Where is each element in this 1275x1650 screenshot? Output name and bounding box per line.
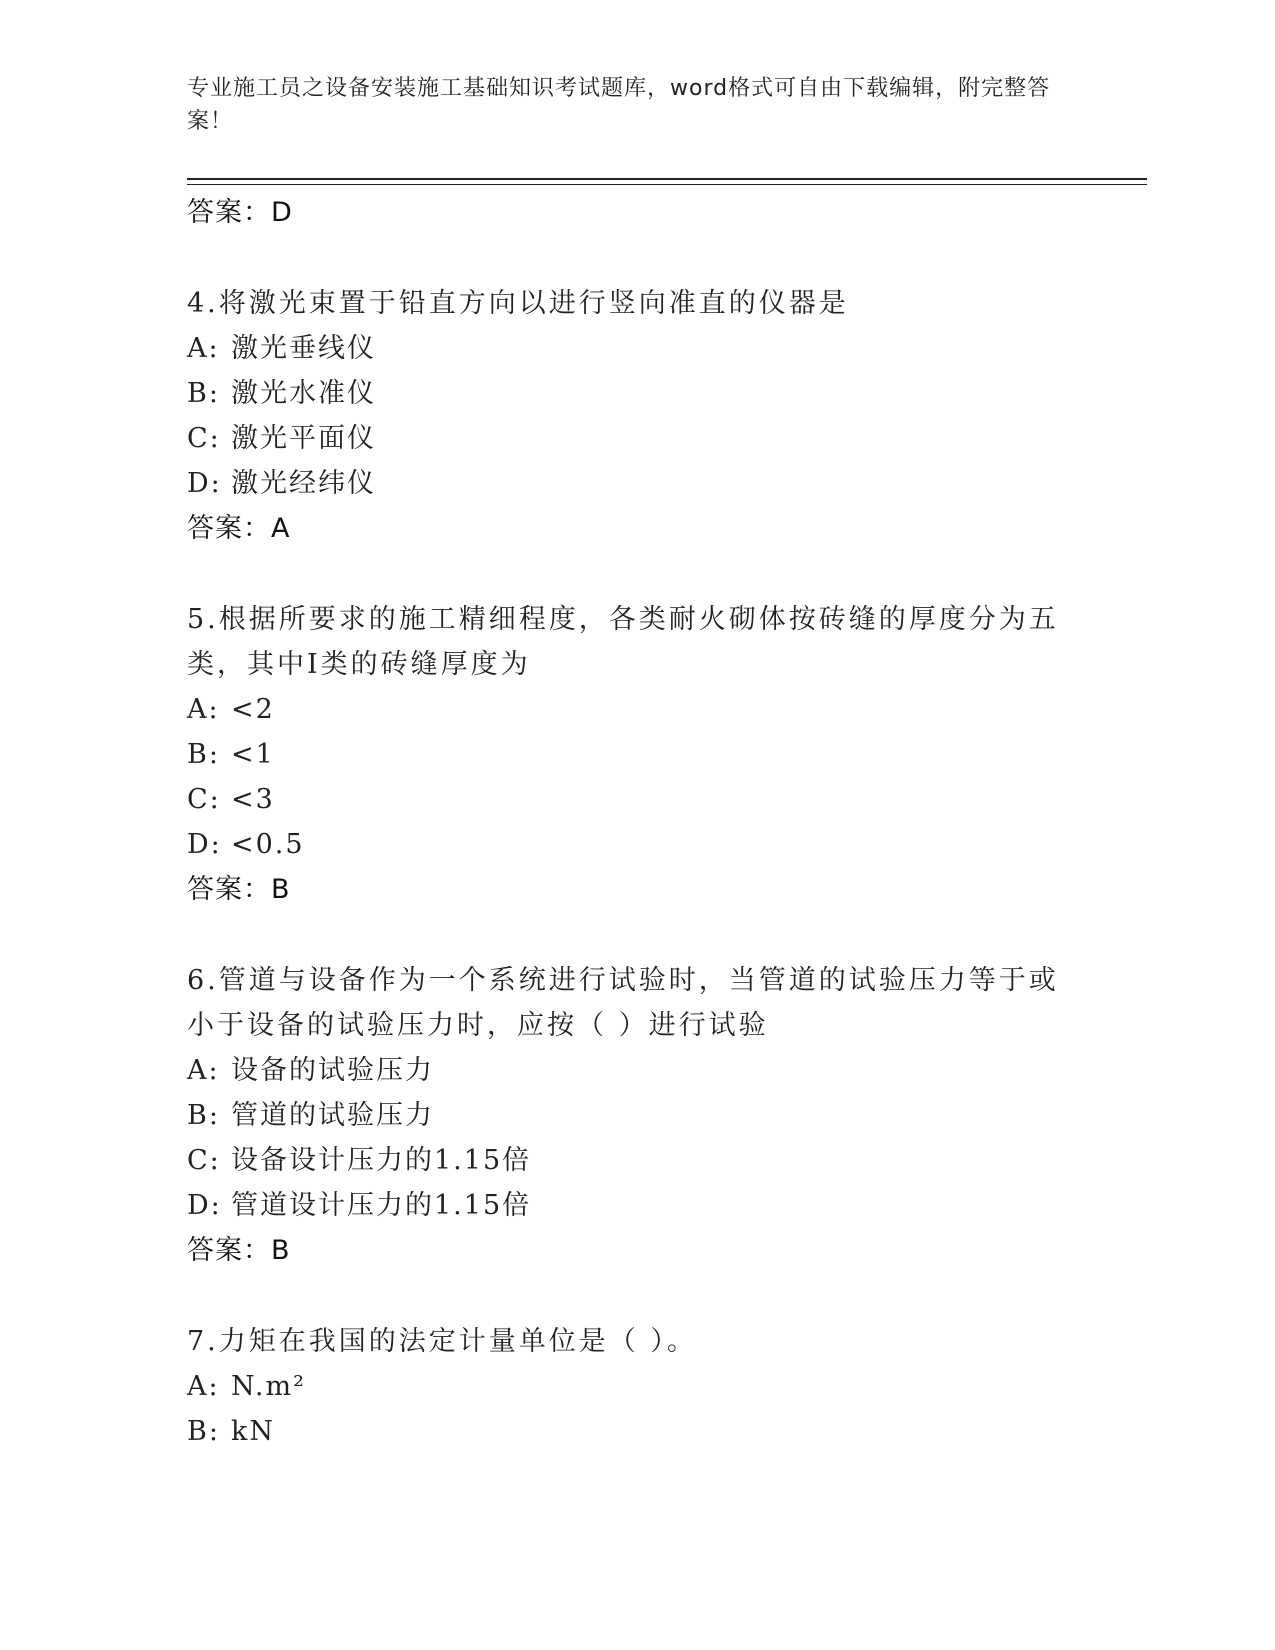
option-d <box>187 822 1087 867</box>
option-text: <3 <box>231 784 275 815</box>
option-key: B: <box>187 1100 220 1131</box>
option-key: B: <box>187 1416 220 1447</box>
option-text: 激光平面仪 <box>231 423 376 454</box>
option-a <box>187 687 1087 732</box>
option-key: B: <box>187 378 220 409</box>
question-stem: 6.管道与设备作为一个系统进行试验时，当管道的试验压力等于或小于设备的试验压力时，应按（ ）进行试验 <box>187 965 1059 1041</box>
option-key: A: <box>187 1371 220 1402</box>
header-rule-thick <box>187 178 1147 180</box>
option-d <box>187 461 1087 506</box>
option-b <box>187 371 1087 416</box>
option-key: A: <box>187 694 220 725</box>
option-a <box>187 1364 1087 1409</box>
option-key: C: <box>187 423 221 454</box>
option-key: A: <box>187 1055 220 1086</box>
option-text: <1 <box>231 739 275 770</box>
question-4 <box>187 281 1087 551</box>
option-key: C: <box>187 1145 221 1176</box>
option-b <box>187 1409 1087 1454</box>
option-c <box>187 777 1087 822</box>
document-header: 专业施工员之设备安装施工基础知识考试题库，word格式可自由下载编辑，附完整答案！ <box>187 76 1051 134</box>
answer-line: 答案：D <box>187 197 293 228</box>
option-text: N.m² <box>231 1371 306 1402</box>
option-c <box>187 1138 1087 1183</box>
header-rule-thin <box>187 184 1147 185</box>
option-text: kN <box>231 1416 275 1447</box>
option-key: A: <box>187 333 220 364</box>
option-text: <0.5 <box>231 829 305 860</box>
option-a <box>187 326 1087 371</box>
option-text: 设备设计压力的1.15倍 <box>231 1145 532 1176</box>
option-text: 激光水准仪 <box>231 378 376 409</box>
option-text: 激光垂线仪 <box>231 333 376 364</box>
option-b <box>187 1093 1087 1138</box>
option-key: D: <box>187 1190 222 1221</box>
question-stem: 4.将激光束置于铅直方向以进行竖向准直的仪器是 <box>187 288 849 319</box>
option-b <box>187 732 1087 777</box>
option-key: C: <box>187 784 221 815</box>
option-d <box>187 1183 1087 1228</box>
question-list <box>187 190 1087 1454</box>
answer-line: 答案：A <box>187 513 291 544</box>
option-text: <2 <box>231 694 275 725</box>
option-c <box>187 416 1087 461</box>
question-5 <box>187 597 1087 912</box>
question-6 <box>187 958 1087 1273</box>
option-key: B: <box>187 739 220 770</box>
answer-line: 答案：B <box>187 1235 291 1266</box>
option-text: 管道的试验压力 <box>231 1100 434 1131</box>
question-7 <box>187 1319 1087 1454</box>
option-a <box>187 1048 1087 1093</box>
option-text: 设备的试验压力 <box>231 1055 434 1086</box>
answer-line: 答案：B <box>187 874 291 905</box>
question-stem: 7.力矩在我国的法定计量单位是（ ）。 <box>187 1326 697 1357</box>
question-stem: 5.根据所要求的施工精细程度，各类耐火砌体按砖缝的厚度分为五类，其中Ⅰ类的砖缝厚度为 <box>187 604 1059 680</box>
option-text: 激光经纬仪 <box>231 468 376 499</box>
option-key: D: <box>187 829 222 860</box>
option-text: 管道设计压力的1.15倍 <box>231 1190 532 1221</box>
option-key: D: <box>187 468 222 499</box>
